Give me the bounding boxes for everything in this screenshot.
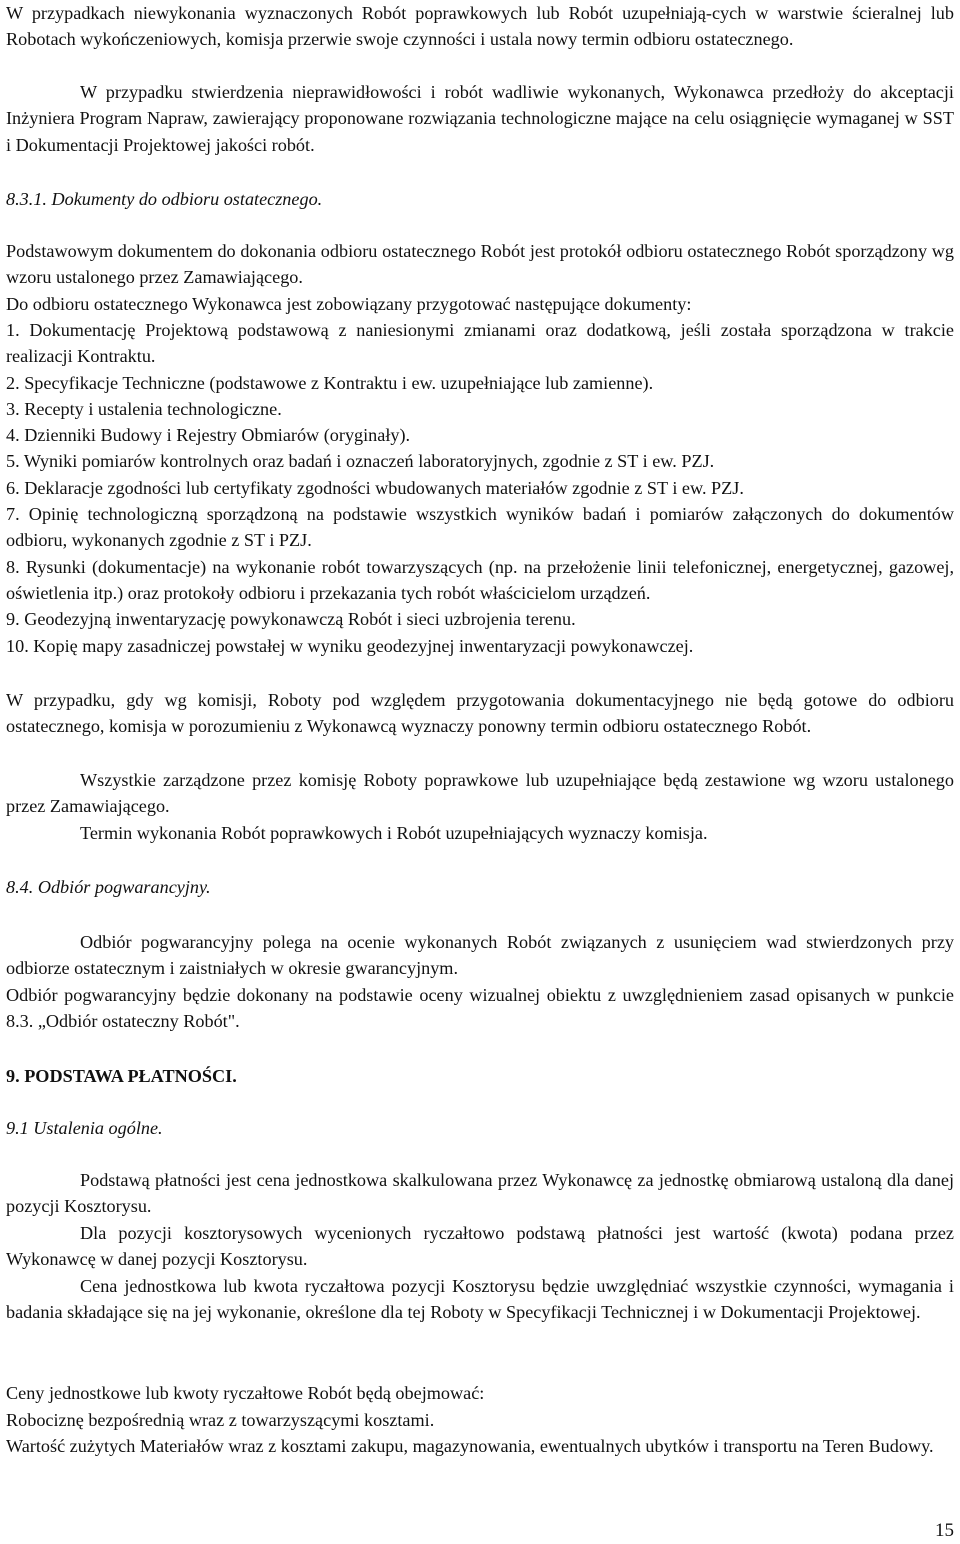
list-item: 9. Geodezyjną inwentaryzację powykonawczą Robót i sieci uzbrojenia terenu.: [6, 609, 576, 630]
list-item: 8. Rysunki (dokumentacje) na wykonanie robót towarzyszących (np. na przełożenie linii telefonicznej, energetycznej, gazowej, oświetlenia itp.) oraz protokoły odbioru i przekazania tych robót właścicielom urządzeń.: [6, 556, 954, 603]
paragraph-corrective-works: Wszystkie zarządzone przez komisję Roboty poprawkowe lub uzupełniające będą zestawione wg wzoru ustalonego przez Zamawiającego.: [6, 770, 954, 817]
paragraph-defects-repair-program: W przypadku stwierdzenia nieprawidłowości i robót wadliwie wykonanych, Wykonawca przedłoży do akceptacji Inżyniera Program Napraw, zawierający proponowane rozwiązania technologiczne mające na celu osiągnięcie wymaganej w SST i Dokumentacji Projektowej jakości robót.: [6, 82, 954, 155]
paragraph-post-warranty-basis: Odbiór pogwarancyjny będzie dokonany na podstawie oceny wizualnej obiektu z uwzględnieniem zasad opisanych w punkcie 8.3. „Odbiór ostateczny Robót".: [6, 985, 954, 1032]
list-item: 7. Opinię technologiczną sporządzoną na podstawie wszystkich wyników badań i pomiarów załączonych do dokumentów odbioru, wykonanych zgodnie z ST i PZJ.: [6, 504, 954, 551]
heading-8-4: 8.4. Odbiór pogwarancyjny.: [6, 877, 211, 897]
heading-9-1: 9.1 Ustalenia ogólne.: [6, 1118, 163, 1138]
paragraph-final-protocol: Podstawowym dokumentem do dokonania odbioru ostatecznego Robót jest protokół odbioru ostatecznego Robót sporządzony wg wzoru ustalonego przez Zamawiającego.: [6, 241, 954, 288]
paragraph-incomplete-works: W przypadkach niewykonania wyznaczonych Robót poprawkowych lub Robót uzupełniają-cych w warstwie ścieralnej lub Robotach wykończeniowych, komisja przerwie swoje czynności i ustala nowy termin odbioru ostatecznego.: [6, 3, 954, 50]
list-item: 4. Dzienniki Budowy i Rejestry Obmiarów (oryginały).: [6, 425, 411, 446]
paragraph-lump-sum: Dla pozycji kosztorysowych wycenionych ryczałtowo podstawą płatności jest wartość (kwota) podana przez Wykonawcę w danej pozycji Kosztorysu.: [6, 1223, 954, 1270]
paragraph-post-warranty: Odbiór pogwarancyjny polega na ocenie wykonanych Robót związanych z usunięciem wad stwierdzonych przy odbiorze ostatecznym i zaistniałych w okresie gwarancyjnym.: [6, 932, 954, 979]
paragraph-prices-include: Ceny jednostkowe lub kwoty ryczałtowe Robót będą obejmować:: [6, 1383, 485, 1403]
list-item: 2. Specyfikacje Techniczne (podstawowe z Kontraktu i ew. uzupełniające lub zamienne).: [6, 372, 654, 393]
paragraph-materials: Wartość zużytych Materiałów wraz z kosztami zakupu, magazynowania, ewentualnych ubytków i transportu na Teren Budowy.: [6, 1436, 934, 1456]
heading-9: 9. PODSTAWA PŁATNOŚCI.: [6, 1066, 237, 1086]
paragraph-documents-intro: Do odbioru ostatecznego Wykonawca jest zobowiązany przygotować następujące dokumenty:: [6, 294, 692, 314]
paragraph-labour: Robociznę bezpośrednią wraz z towarzyszącymi kosztami.: [6, 1410, 435, 1430]
paragraph-unit-price: Cena jednostkowa lub kwota ryczałtowa pozycji Kosztorysu będzie uwzględniać wszystkie czynności, wymagania i badania składające się na jej wykonanie, określone dla tej Roboty w Specyfikacji Technicznej i w Dokumentacji Projektowej.: [6, 1276, 954, 1323]
paragraph-deadline: Termin wykonania Robót poprawkowych i Robót uzupełniających wyznaczy komisja.: [80, 823, 708, 843]
list-item: 1. Dokumentację Projektową podstawową z naniesionymi zmianami oraz dodatkową, jeśli została sporządzona w trakcie realizacji Kontraktu.: [6, 320, 954, 367]
paragraph-not-ready: W przypadku, gdy wg komisji, Roboty pod względem przygotowania dokumentacyjnego nie będą gotowe do odbioru ostatecznego, komisja w porozumieniu z Wykonawcą wyznaczy ponowny termin odbioru ostatecznego Robót.: [6, 690, 954, 737]
documents-list: [6, 317, 954, 659]
list-item: 6. Deklaracje zgodności lub certyfikaty zgodności wbudowanych materiałów zgodnie z ST i ew. PZJ.: [6, 477, 744, 498]
list-item: 5. Wyniki pomiarów kontrolnych oraz badań i oznaczeń laboratoryjnych, zgodnie z ST i ew. PZJ.: [6, 451, 715, 472]
heading-8-3-1: 8.3.1. Dokumenty do odbioru ostatecznego.: [6, 189, 323, 209]
page-number: 15: [935, 1520, 954, 1541]
paragraph-payment-basis: Podstawą płatności jest cena jednostkowa skalkulowana przez Wykonawcę za jednostkę obmiarową ustaloną dla danej pozycji Kosztorysu.: [6, 1170, 954, 1217]
list-item: 10. Kopię mapy zasadniczej powstałej w wyniku geodezyjnej inwentaryzacji powykonawczej.: [6, 635, 694, 656]
list-item: 3. Recepty i ustalenia technologiczne.: [6, 398, 282, 419]
